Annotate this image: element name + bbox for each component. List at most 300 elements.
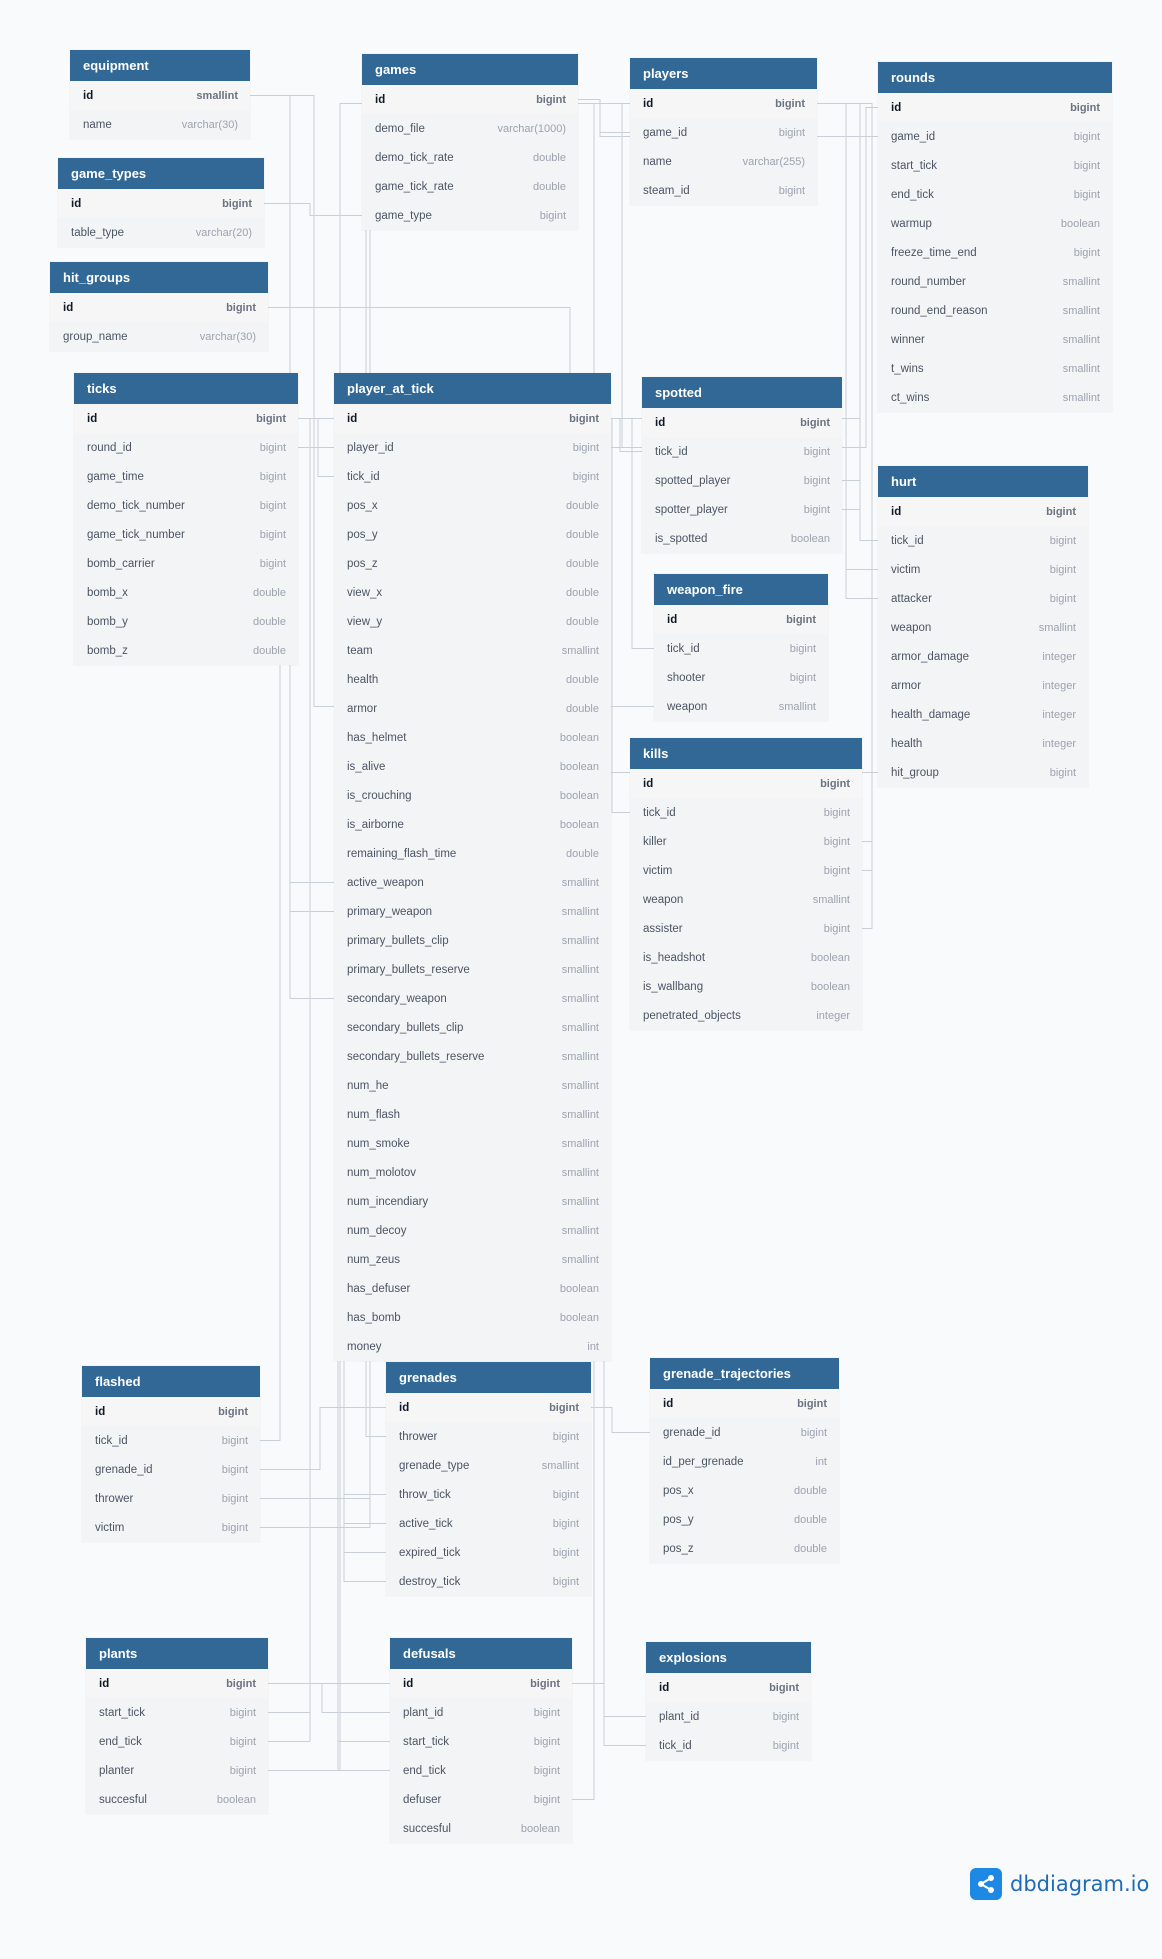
column-name: warmup — [891, 217, 932, 230]
column-type: bigint — [778, 184, 805, 197]
column-type: bigint — [218, 1405, 248, 1418]
column-row[interactable] — [386, 1538, 591, 1567]
column-row[interactable] — [362, 172, 578, 201]
column-type: varchar(30) — [199, 330, 256, 343]
column-type: bigint — [1073, 130, 1100, 143]
column-type: bigint — [803, 474, 830, 487]
column-name: id — [87, 412, 98, 425]
column-row[interactable] — [334, 433, 611, 462]
column-row[interactable] — [334, 1129, 611, 1158]
column-name: shooter — [667, 671, 706, 684]
column-row[interactable] — [334, 752, 611, 781]
column-row[interactable] — [630, 972, 862, 1001]
column-name: has_defuser — [347, 1282, 411, 1295]
column-type: bigint — [533, 1793, 560, 1806]
table-header[interactable]: player_at_tick — [334, 373, 611, 404]
column-row[interactable] — [630, 798, 862, 827]
table-weapon-fire[interactable] — [654, 574, 828, 721]
table-defusals[interactable] — [390, 1638, 572, 1843]
table-header[interactable]: rounds — [878, 62, 1112, 93]
column-name: victim — [891, 563, 921, 576]
brand-logo[interactable] — [970, 1868, 1149, 1900]
column-row[interactable] — [82, 1513, 260, 1542]
column-type: int — [587, 1340, 599, 1353]
column-row[interactable] — [650, 1389, 839, 1418]
column-name: pos_x — [663, 1484, 694, 1497]
column-type: bigint — [549, 1401, 579, 1414]
column-type: bigint — [786, 613, 816, 626]
column-row[interactable] — [334, 1303, 611, 1332]
table-games[interactable] — [362, 54, 578, 230]
column-type: bigint — [259, 528, 286, 541]
column-name: is_crouching — [347, 789, 412, 802]
column-type: integer — [1042, 737, 1076, 750]
column-type: double — [565, 615, 599, 628]
column-type: double — [793, 1484, 827, 1497]
column-row[interactable] — [334, 607, 611, 636]
column-type: bigint — [533, 1764, 560, 1777]
column-row[interactable] — [334, 404, 611, 433]
column-type: double — [565, 557, 599, 570]
column-type: smallint — [196, 89, 238, 102]
column-row[interactable] — [58, 189, 264, 218]
column-row[interactable] — [654, 605, 828, 634]
column-type: varchar(20) — [195, 226, 252, 239]
column-type: bigint — [820, 777, 850, 790]
table-spotted[interactable] — [642, 377, 842, 553]
column-name: round_end_reason — [891, 304, 988, 317]
column-row[interactable] — [86, 1669, 268, 1698]
column-name: spotted_player — [655, 474, 731, 487]
column-name: pos_y — [663, 1513, 694, 1526]
column-row[interactable] — [334, 781, 611, 810]
column-row[interactable] — [86, 1698, 268, 1727]
relationship-line — [264, 204, 362, 216]
column-row[interactable] — [334, 549, 611, 578]
table-header[interactable]: plants — [86, 1638, 268, 1669]
table-header[interactable]: weapon_fire — [654, 574, 828, 605]
column-name: weapon — [643, 893, 684, 906]
column-row[interactable] — [74, 520, 298, 549]
column-row[interactable] — [74, 462, 298, 491]
column-row[interactable] — [334, 1071, 611, 1100]
table-header[interactable]: ticks — [74, 373, 298, 404]
column-row[interactable] — [362, 85, 578, 114]
column-type: varchar(255) — [742, 155, 805, 168]
table-header[interactable]: game_types — [58, 158, 264, 189]
column-row[interactable] — [878, 700, 1088, 729]
column-name: tick_id — [643, 806, 676, 819]
column-row[interactable] — [334, 984, 611, 1013]
table-players[interactable] — [630, 58, 817, 205]
column-type: boolean — [1060, 217, 1100, 230]
column-row[interactable] — [630, 769, 862, 798]
column-type: smallint — [561, 934, 599, 947]
table-header[interactable]: hit_groups — [50, 262, 268, 293]
column-name: has_bomb — [347, 1311, 401, 1324]
column-name: id — [891, 505, 902, 518]
column-row[interactable] — [386, 1451, 591, 1480]
column-row[interactable] — [334, 1013, 611, 1042]
column-row[interactable] — [334, 926, 611, 955]
column-row[interactable] — [334, 1187, 611, 1216]
relationship-line — [591, 1408, 650, 1433]
column-type: boolean — [216, 1793, 256, 1806]
column-row[interactable] — [390, 1698, 572, 1727]
column-row[interactable] — [334, 1042, 611, 1071]
column-name: num_smoke — [347, 1137, 410, 1150]
column-type: bigint — [823, 806, 850, 819]
column-name: game_id — [643, 126, 688, 139]
column-type: bigint — [769, 1681, 799, 1694]
column-row[interactable] — [334, 839, 611, 868]
column-row[interactable] — [390, 1814, 572, 1843]
column-type: double — [793, 1513, 827, 1526]
column-row[interactable] — [642, 495, 842, 524]
column-type: bigint — [221, 1492, 248, 1505]
column-row[interactable] — [654, 663, 828, 692]
column-name: weapon — [891, 621, 932, 634]
column-row[interactable] — [362, 201, 578, 230]
column-row[interactable] — [630, 176, 817, 205]
table-hurt[interactable] — [878, 466, 1088, 787]
column-type: double — [565, 847, 599, 860]
column-row[interactable] — [74, 607, 298, 636]
table-header[interactable]: grenade_trajectories — [650, 1358, 839, 1389]
column-type: bigint — [1073, 188, 1100, 201]
column-name: id — [99, 1677, 110, 1690]
column-row[interactable] — [58, 218, 264, 247]
column-row[interactable] — [878, 613, 1088, 642]
column-row[interactable] — [70, 81, 250, 110]
column-row[interactable] — [390, 1669, 572, 1698]
table-ticks[interactable] — [74, 373, 298, 665]
relationship-line — [298, 419, 334, 477]
table-player-at-tick[interactable] — [334, 373, 611, 1361]
column-name: hit_group — [891, 766, 939, 779]
column-type: bigint — [533, 1706, 560, 1719]
column-row[interactable] — [334, 723, 611, 752]
table-header[interactable]: kills — [630, 738, 862, 769]
column-name: start_tick — [99, 1706, 146, 1719]
column-type: smallint — [1062, 362, 1100, 375]
table-kills[interactable] — [630, 738, 862, 1030]
column-name: player_id — [347, 441, 394, 454]
column-row[interactable] — [334, 1216, 611, 1245]
column-type: bigint — [229, 1735, 256, 1748]
column-row[interactable] — [878, 93, 1112, 122]
column-row[interactable] — [82, 1455, 260, 1484]
column-name: game_type — [375, 209, 432, 222]
column-row[interactable] — [878, 122, 1112, 151]
column-row[interactable] — [642, 408, 842, 437]
column-row[interactable] — [646, 1673, 811, 1702]
column-row[interactable] — [386, 1509, 591, 1538]
column-row[interactable] — [650, 1418, 839, 1447]
column-name: group_name — [63, 330, 128, 343]
column-row[interactable] — [642, 466, 842, 495]
column-row[interactable] — [86, 1785, 268, 1814]
column-row[interactable] — [654, 634, 828, 663]
column-row[interactable] — [334, 578, 611, 607]
table-header[interactable]: spotted — [642, 377, 842, 408]
column-row[interactable] — [74, 404, 298, 433]
column-row[interactable] — [334, 636, 611, 665]
column-type: bigint — [800, 1426, 827, 1439]
column-type: bigint — [229, 1706, 256, 1719]
column-type: bigint — [1070, 101, 1100, 114]
table-rounds[interactable] — [878, 62, 1112, 412]
column-name: t_wins — [891, 362, 924, 375]
column-name: planter — [99, 1764, 135, 1777]
column-name: end_tick — [99, 1735, 142, 1748]
column-row[interactable] — [630, 914, 862, 943]
column-type: bigint — [539, 209, 566, 222]
column-row[interactable] — [878, 497, 1088, 526]
column-name: bomb_y — [87, 615, 128, 628]
column-name: remaining_flash_time — [347, 847, 457, 860]
column-row[interactable] — [878, 555, 1088, 584]
column-name: succesful — [99, 1793, 147, 1806]
column-name: killer — [643, 835, 667, 848]
column-type: smallint — [541, 1459, 579, 1472]
column-row[interactable] — [334, 868, 611, 897]
column-row[interactable] — [334, 491, 611, 520]
column-type: bigint — [259, 470, 286, 483]
column-row[interactable] — [70, 110, 250, 139]
column-row[interactable] — [334, 1332, 611, 1361]
table-grenades[interactable] — [386, 1362, 591, 1596]
column-row[interactable] — [878, 758, 1088, 787]
column-name: id — [375, 93, 386, 106]
column-row[interactable] — [334, 694, 611, 723]
column-row[interactable] — [630, 1001, 862, 1030]
column-row[interactable] — [878, 584, 1088, 613]
column-row[interactable] — [878, 296, 1112, 325]
column-type: bigint — [552, 1546, 579, 1559]
column-row[interactable] — [82, 1397, 260, 1426]
column-name: demo_tick_rate — [375, 151, 454, 164]
column-type: smallint — [561, 1137, 599, 1150]
table-explosions[interactable] — [646, 1642, 811, 1760]
column-row[interactable] — [878, 526, 1088, 555]
column-row[interactable] — [74, 549, 298, 578]
table-hit-groups[interactable] — [50, 262, 268, 351]
column-row[interactable] — [878, 383, 1112, 412]
column-row[interactable] — [386, 1422, 591, 1451]
column-row[interactable] — [878, 267, 1112, 296]
column-type: double — [565, 528, 599, 541]
column-name: defuser — [403, 1793, 442, 1806]
column-row[interactable] — [334, 520, 611, 549]
column-row[interactable] — [50, 322, 268, 351]
table-header[interactable]: grenades — [386, 1362, 591, 1393]
column-row[interactable] — [642, 524, 842, 553]
column-type: smallint — [1038, 621, 1076, 634]
column-row[interactable] — [878, 238, 1112, 267]
column-name: armor — [891, 679, 922, 692]
table-plants[interactable] — [86, 1638, 268, 1814]
table-equipment[interactable] — [70, 50, 250, 139]
column-type: double — [252, 615, 286, 628]
table-header[interactable]: games — [362, 54, 578, 85]
table-header[interactable]: flashed — [82, 1366, 260, 1397]
column-row[interactable] — [386, 1393, 591, 1422]
column-name: secondary_weapon — [347, 992, 447, 1005]
column-type: bigint — [1049, 534, 1076, 547]
column-type: bigint — [259, 499, 286, 512]
column-row[interactable] — [386, 1567, 591, 1596]
column-row[interactable] — [878, 642, 1088, 671]
column-name: tick_id — [95, 1434, 128, 1447]
column-row[interactable] — [878, 729, 1088, 758]
column-row[interactable] — [334, 955, 611, 984]
column-row[interactable] — [86, 1727, 268, 1756]
column-row[interactable] — [74, 636, 298, 665]
column-row[interactable] — [334, 1158, 611, 1187]
column-name: round_number — [891, 275, 966, 288]
table-header[interactable]: explosions — [646, 1642, 811, 1673]
column-name: victim — [95, 1521, 125, 1534]
column-type: boolean — [559, 731, 599, 744]
column-row[interactable] — [630, 885, 862, 914]
column-name: id — [71, 197, 82, 210]
column-type: smallint — [561, 1108, 599, 1121]
column-row[interactable] — [334, 1274, 611, 1303]
column-row[interactable] — [878, 671, 1088, 700]
column-name: num_molotov — [347, 1166, 417, 1179]
column-row[interactable] — [878, 151, 1112, 180]
column-row[interactable] — [334, 1245, 611, 1274]
column-type: bigint — [552, 1575, 579, 1588]
column-row[interactable] — [82, 1484, 260, 1513]
column-name: primary_weapon — [347, 905, 433, 918]
column-name: num_he — [347, 1079, 389, 1092]
column-row[interactable] — [630, 856, 862, 885]
column-row[interactable] — [362, 114, 578, 143]
column-name: start_tick — [891, 159, 938, 172]
column-type: bigint — [797, 1397, 827, 1410]
table-header[interactable]: players — [630, 58, 817, 89]
column-type: varchar(30) — [181, 118, 238, 131]
column-type: boolean — [520, 1822, 560, 1835]
column-type: smallint — [1062, 304, 1100, 317]
column-row[interactable] — [334, 665, 611, 694]
column-row[interactable] — [630, 943, 862, 972]
column-row[interactable] — [362, 143, 578, 172]
column-type: smallint — [561, 1253, 599, 1266]
column-row[interactable] — [386, 1480, 591, 1509]
column-type: boolean — [559, 789, 599, 802]
column-name: money — [347, 1340, 382, 1353]
column-name: grenade_id — [663, 1426, 721, 1439]
column-row[interactable] — [86, 1756, 268, 1785]
column-type: boolean — [810, 951, 850, 964]
column-row[interactable] — [334, 897, 611, 926]
column-type: int — [815, 1455, 827, 1468]
column-row[interactable] — [650, 1476, 839, 1505]
column-name: game_tick_rate — [375, 180, 454, 193]
column-type: smallint — [812, 893, 850, 906]
column-row[interactable] — [630, 89, 817, 118]
column-row[interactable] — [646, 1731, 811, 1760]
column-type: bigint — [1049, 563, 1076, 576]
column-row[interactable] — [878, 325, 1112, 354]
column-name: bomb_carrier — [87, 557, 155, 570]
column-type: boolean — [559, 760, 599, 773]
column-name: has_helmet — [347, 731, 407, 744]
column-row[interactable] — [642, 437, 842, 466]
column-name: num_zeus — [347, 1253, 401, 1266]
column-row[interactable] — [878, 354, 1112, 383]
column-row[interactable] — [650, 1447, 839, 1476]
column-name: is_alive — [347, 760, 386, 773]
column-row[interactable] — [390, 1727, 572, 1756]
column-type: bigint — [823, 864, 850, 877]
column-row[interactable] — [334, 462, 611, 491]
column-row[interactable] — [334, 810, 611, 839]
table-header[interactable]: hurt — [878, 466, 1088, 497]
column-name: armor_damage — [891, 650, 969, 663]
table-flashed[interactable] — [82, 1366, 260, 1542]
column-row[interactable] — [630, 147, 817, 176]
column-name: game_time — [87, 470, 144, 483]
column-row[interactable] — [390, 1756, 572, 1785]
column-type: bigint — [569, 412, 599, 425]
column-type: bigint — [800, 416, 830, 429]
column-row[interactable] — [74, 491, 298, 520]
table-header[interactable]: defusals — [390, 1638, 572, 1669]
column-type: boolean — [559, 1311, 599, 1324]
column-row[interactable] — [74, 433, 298, 462]
column-row[interactable] — [82, 1426, 260, 1455]
column-row[interactable] — [654, 692, 828, 721]
column-type: bigint — [772, 1739, 799, 1752]
column-name: primary_bullets_clip — [347, 934, 449, 947]
column-row[interactable] — [650, 1534, 839, 1563]
column-name: id — [95, 1405, 106, 1418]
column-type: bigint — [222, 197, 252, 210]
column-name: id — [667, 613, 678, 626]
column-row[interactable] — [74, 578, 298, 607]
column-row[interactable] — [630, 118, 817, 147]
column-name: id — [403, 1677, 414, 1690]
column-name: name — [83, 118, 112, 131]
table-grenade-trajectories[interactable] — [650, 1358, 839, 1563]
column-name: demo_file — [375, 122, 425, 135]
column-row[interactable] — [630, 827, 862, 856]
column-row[interactable] — [650, 1505, 839, 1534]
column-type: integer — [1042, 650, 1076, 663]
column-type: double — [565, 499, 599, 512]
table-header[interactable]: equipment — [70, 50, 250, 81]
column-type: smallint — [561, 905, 599, 918]
table-game-types[interactable] — [58, 158, 264, 247]
column-type: smallint — [1062, 275, 1100, 288]
column-row[interactable] — [878, 180, 1112, 209]
column-name: id — [347, 412, 358, 425]
column-row[interactable] — [646, 1702, 811, 1731]
column-name: pos_z — [663, 1542, 694, 1555]
column-row[interactable] — [334, 1100, 611, 1129]
column-type: bigint — [229, 1764, 256, 1777]
column-type: bigint — [226, 1677, 256, 1690]
column-type: bigint — [823, 922, 850, 935]
column-row[interactable] — [390, 1785, 572, 1814]
column-type: bigint — [221, 1434, 248, 1447]
column-row[interactable] — [878, 209, 1112, 238]
column-row[interactable] — [50, 293, 268, 322]
